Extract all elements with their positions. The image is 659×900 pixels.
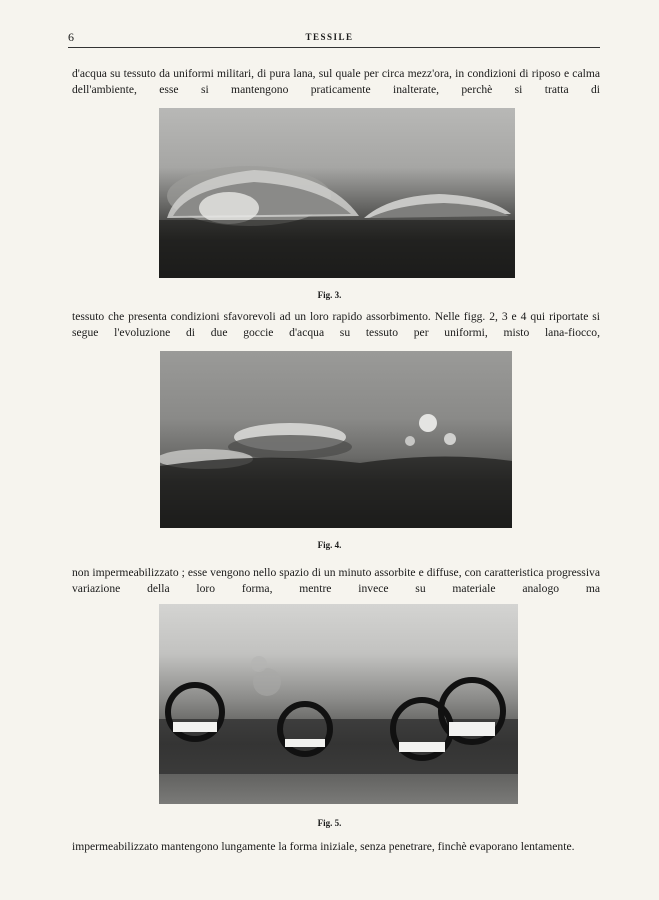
figure-3-photo (159, 108, 515, 278)
figure-4-photo (160, 351, 512, 528)
figure-5-photo (159, 604, 518, 804)
running-title: TESSILE (305, 32, 354, 42)
paragraph-1: d'acqua su tessuto da uniformi militari, di pura lana, sul quale per circa mezz'ora, in condizioni di riposo e calma dell'ambiente, esse si mantengono praticamente inalterate, perchè si tratta di (72, 67, 600, 96)
paragraph-3: non impermeabilizzato ; esse vengono nello spazio di un minuto assorbite e diffuse, con caratteristica progressiva variazione della loro forma, mentre invece su materiale analogo ma (72, 566, 600, 595)
figure-4-caption: Fig. 4. (317, 540, 342, 550)
paragraph-4: impermeabilizzato mantengono lungamente la forma iniziale, senza penetrare, finchè evaporano lentamente. (72, 840, 575, 853)
header-rule (68, 47, 600, 48)
figure-3-caption: Fig. 3. (317, 290, 342, 300)
page-number: 6 (68, 30, 74, 44)
figure-5-caption: Fig. 5. (317, 818, 342, 828)
paragraph-2: tessuto che presenta condizioni sfavorevoli ad un loro rapido assorbimento. Nelle figg. 2, 3 e 4 qui riportate si segue l'evoluzione di due goccie d'acqua su tessuto per uniformi, misto lana-fiocco, (72, 310, 600, 339)
